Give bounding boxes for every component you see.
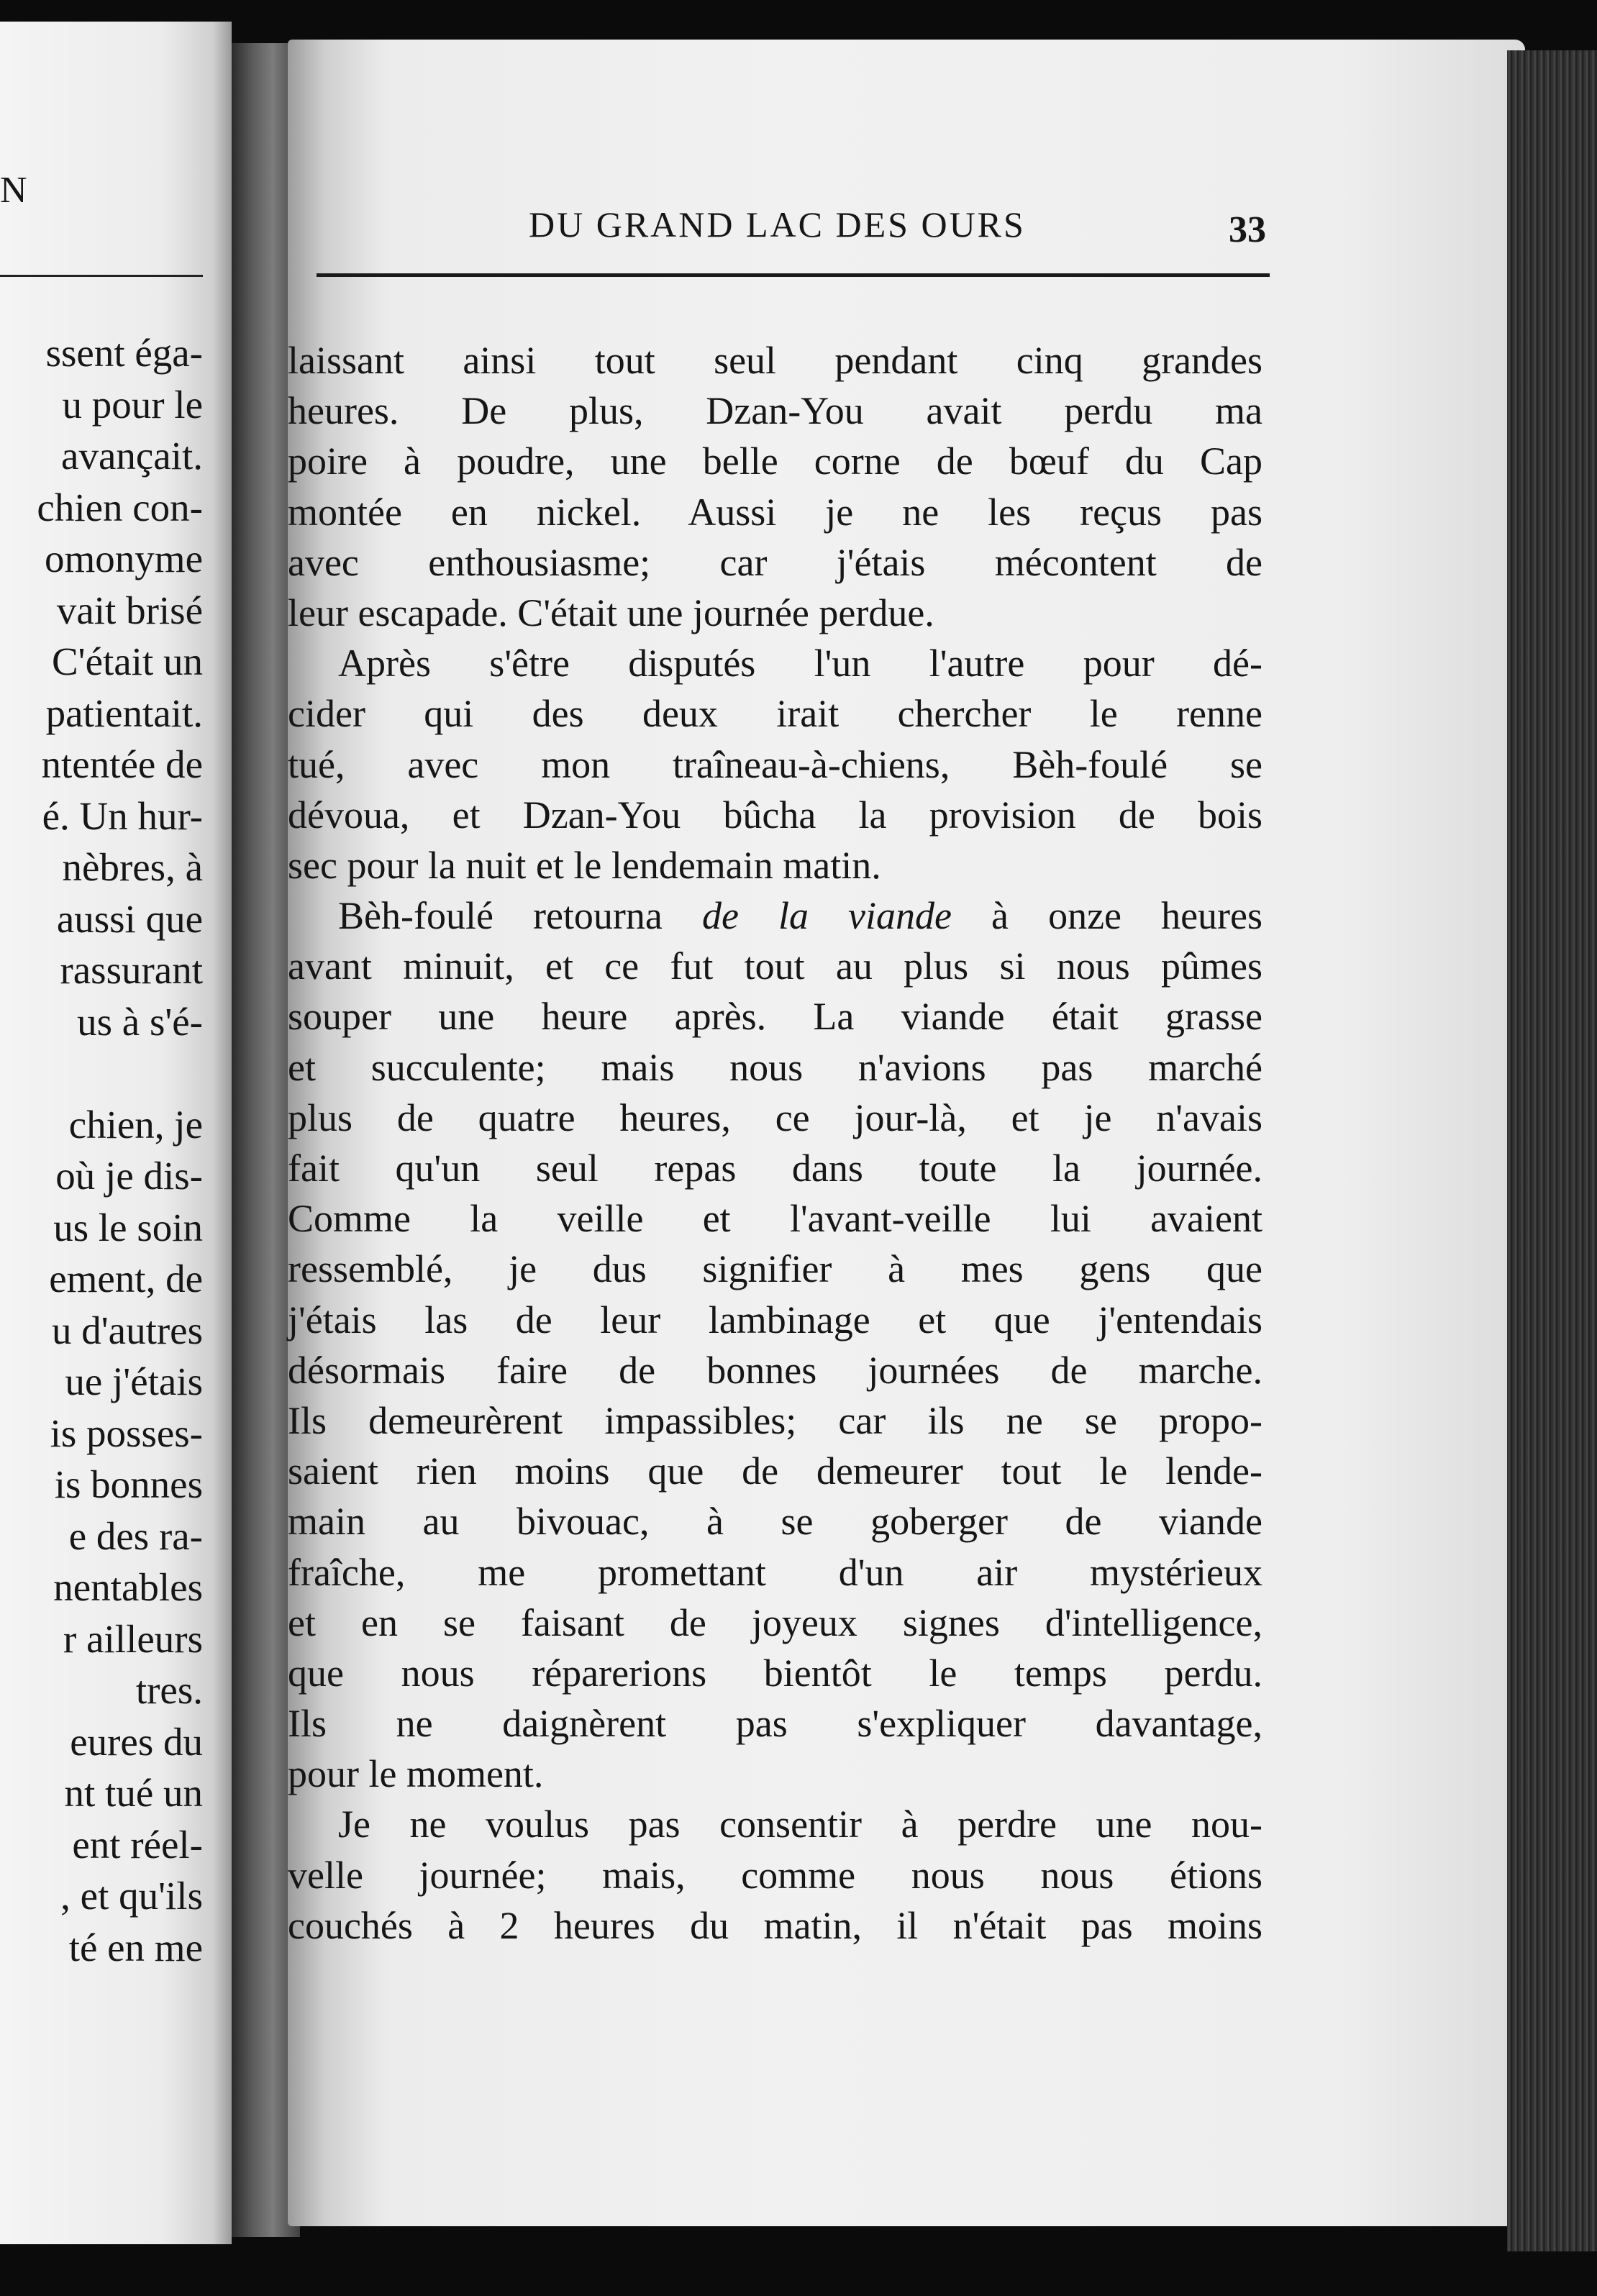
left-line: tres.	[135, 1668, 203, 1712]
left-line: us le soin	[53, 1205, 203, 1249]
text-line: montée en nickel. Aussi je ne les reçus pas	[288, 490, 1262, 534]
text-line: que nous réparerions bientôt le temps perdu.	[288, 1651, 1262, 1695]
left-line: C'était un	[51, 639, 203, 683]
left-line: e des ra-	[68, 1513, 203, 1558]
left-line: u pour le	[62, 382, 203, 427]
left-line: is posses-	[50, 1411, 203, 1455]
left-header-rule	[0, 275, 203, 277]
left-running-head: N	[0, 170, 29, 211]
left-line: ntentée de	[41, 742, 203, 786]
text-line: et succulente; mais nous n'avions pas marché	[288, 1045, 1262, 1089]
text-line: laissant ainsi tout seul pendant cinq grandes	[288, 339, 1262, 382]
left-line: rassurant	[60, 948, 203, 992]
text-line: Après s'être disputés l'un l'autre pour dé-	[338, 642, 1262, 685]
text-line-with-italic	[288, 890, 1262, 941]
running-head: DU GRAND LAC DES OURS	[529, 204, 1026, 245]
text-line: Comme la veille et l'avant-veille lui avaient	[288, 1197, 1262, 1241]
page-block-edge	[1507, 50, 1597, 2251]
left-page	[0, 22, 232, 2244]
left-line: nt tué un	[64, 1771, 203, 1815]
page-number: 33	[1229, 209, 1266, 250]
left-line: u d'autres	[52, 1308, 203, 1352]
text-segment: à onze heures	[991, 894, 1262, 938]
text-line: dévoua, et Dzan-You bûcha la provision de bois	[288, 793, 1262, 837]
text-line: Ils demeurèrent impassibles; car ils ne se propo-	[288, 1398, 1262, 1442]
left-line: chien con-	[37, 485, 203, 529]
text-line: désormais faire de bonnes journées de marche.	[288, 1348, 1262, 1392]
left-line: r ailleurs	[63, 1616, 203, 1661]
text-line: Je ne voulus pas consentir à perdre une nou-	[338, 1803, 1262, 1846]
text-line: avant minuit, et ce fut tout au plus si nous pûmes	[288, 944, 1262, 988]
header-rule	[317, 273, 1270, 277]
text-segment: Bèh-foulé retourna	[338, 894, 663, 938]
left-line: ement, de	[49, 1257, 203, 1300]
left-line: ent réel-	[72, 1822, 203, 1867]
left-line: vait brisé	[56, 588, 203, 632]
left-line: aussi que	[56, 896, 203, 941]
text-line: plus de quatre heures, ce jour-là, et je n'avais	[288, 1095, 1262, 1139]
body-text	[288, 335, 1262, 1951]
text-line: couchés à 2 heures du matin, il n'était pas moins	[288, 1903, 1262, 1947]
text-line: saient rien moins que de demeurer tout le lende-	[288, 1449, 1262, 1493]
text-line: poire à poudre, une belle corne de bœuf du Cap	[288, 439, 1262, 483]
left-line: , et qu'ils	[60, 1874, 203, 1918]
left-line: us à s'é-	[77, 999, 203, 1044]
text-line: Ils ne daignèrent pas s'expliquer davantage,	[288, 1702, 1262, 1746]
text-line: fraîche, me promettant d'un air mystérieux	[288, 1550, 1262, 1594]
text-line: velle journée; mais, comme nous nous étions	[288, 1853, 1262, 1897]
text-line: souper une heure après. La viande était grasse	[288, 995, 1262, 1039]
left-line: eures du	[70, 1719, 203, 1764]
left-line: nèbres, à	[62, 845, 203, 889]
text-line: fait qu'un seul repas dans toute la journée.	[288, 1147, 1262, 1190]
text-line: avec enthousiasme; car j'étais mécontent de	[288, 540, 1262, 584]
text-line: j'étais las de leur lambinage et que j'entendais	[288, 1298, 1262, 1341]
left-line: omonyme	[45, 537, 203, 580]
left-line	[0, 1047, 203, 1099]
left-page-text	[0, 327, 203, 1973]
left-line: is bonnes	[54, 1462, 203, 1506]
text-line: tué, avec mon traîneau-à-chiens, Bèh-foulé se	[288, 742, 1262, 786]
italic-phrase: de la viande	[701, 894, 952, 938]
text-line: leur escapade. C'était une journée perdue.	[288, 591, 934, 634]
text-line: main au bivouac, à se goberger de viande	[288, 1500, 1262, 1544]
left-line: où je dis-	[55, 1154, 203, 1198]
left-line: patientait.	[45, 691, 203, 735]
text-line: cider qui des deux irait chercher le renne	[288, 692, 1262, 736]
left-line: chien, je	[68, 1102, 203, 1147]
text-line: heures. De plus, Dzan-You avait perdu ma	[288, 389, 1262, 433]
text-line: et en se faisant de joyeux signes d'intelligence,	[288, 1600, 1262, 1644]
text-line: sec pour la nuit et le lendemain matin.	[288, 843, 881, 887]
left-line: té en me	[68, 1925, 203, 1969]
text-line: pour le moment.	[288, 1752, 544, 1796]
left-line: avançait.	[61, 434, 203, 478]
left-line: ssent éga-	[45, 331, 203, 375]
left-line: ue j'étais	[65, 1359, 203, 1403]
left-line: nentables	[53, 1565, 203, 1609]
left-line: é. Un hur-	[42, 793, 203, 838]
text-line: ressemblé, je dus signifier à mes gens que	[288, 1247, 1262, 1291]
